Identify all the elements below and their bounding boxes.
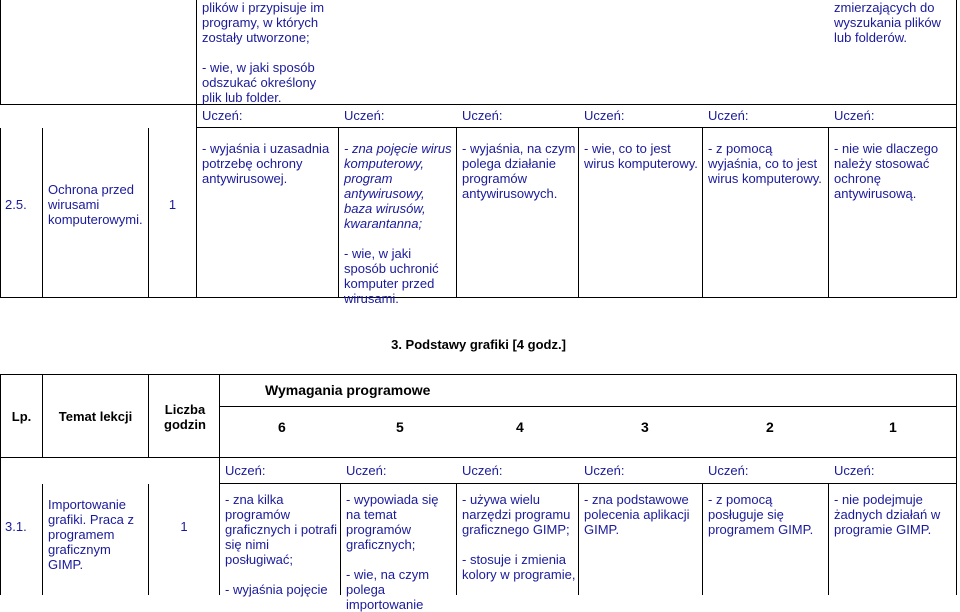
lesson-hours: 1 [168,197,177,212]
requirement-2: - z pomocą posługuje się programem GIMP. [708,492,814,537]
lesson-topic: Importowanie grafiki. Praca z programem graficznym GIMP. [48,497,134,572]
cell-continuation-6: plików i przypisuje im programy, w których zostały utworzone; - wie, w jaki sposób odszukać określony plik lub folder. [202,0,325,105]
level-3: 3 [641,419,649,435]
uczen-label: Uczeń: [346,463,387,478]
requirement-2: - z pomocą wyjaśnia, co to jest wirus komputerowy. [708,141,822,186]
requirement-4: - wyjaśnia, na czym polega działanie programów antywirusowych. [462,141,576,201]
uczen-label: Uczeń: [708,463,749,478]
lesson-topic: Ochrona przed wirusami komputerowymi. [48,182,143,227]
uczen-label: Uczeń: [202,108,243,123]
section-title: 3. Podstawy grafiki [4 godz.] [391,337,566,352]
requirement-1: - nie podejmuje żadnych działań w programie GIMP. [834,492,941,537]
level-2: 2 [766,419,774,435]
header-lp: Lp. [11,409,32,424]
uczen-label: Uczeń: [462,108,503,123]
level-6: 6 [278,419,286,435]
row-number: 2.5. [5,197,27,212]
level-4: 4 [516,419,524,435]
uczen-label: Uczeń: [834,108,875,123]
requirement-4: - używa wielu narzędzi programu graficznego GIMP; - stosuje i zmienia kolory w programie, [462,492,576,582]
lesson-hours: 1 [180,519,188,534]
uczen-label: Uczeń: [584,108,625,123]
level-5: 5 [396,419,404,435]
uczen-label: Uczeń: [225,463,266,478]
requirement-5: - zna pojęcie wirus komputerowy, program antywirusowy, baza wirusów, kwarantanna; - wie, w jaki sposób uchronić komputer przed wirusami. [344,141,452,306]
requirement-3: - zna podstawowe polecenia aplikacji GIMP. [584,492,690,537]
requirement-1: - nie wie dlaczego należy stosować ochronę antywirusową. [834,141,939,201]
uczen-label: Uczeń: [708,108,749,123]
cell-continuation-1: zmierzających do wyszukania plików lub folderów. [834,0,941,45]
requirement-6: - zna kilka programów graficznych i potrafi się nimi posługiwać; - wyjaśnia pojęcie [225,492,337,597]
header-topic: Temat lekcji [58,409,133,424]
requirement-5: - wypowiada się na temat programów graficznych; - wie, na czym polega importowanie [346,492,439,612]
header-hours: Liczba godzin [164,402,206,432]
uczen-label: Uczeń: [462,463,503,478]
uczen-label: Uczeń: [344,108,385,123]
requirement-3: - wie, co to jest wirus komputerowy. [584,141,698,171]
level-1: 1 [889,419,897,435]
row-number: 3.1. [5,519,27,534]
requirement-6: - wyjaśnia i uzasadnia potrzebę ochrony antywirusowej. [202,141,330,186]
uczen-label: Uczeń: [834,463,875,478]
uczen-label: Uczeń: [584,463,625,478]
header-requirements: Wymagania programowe [265,382,431,398]
